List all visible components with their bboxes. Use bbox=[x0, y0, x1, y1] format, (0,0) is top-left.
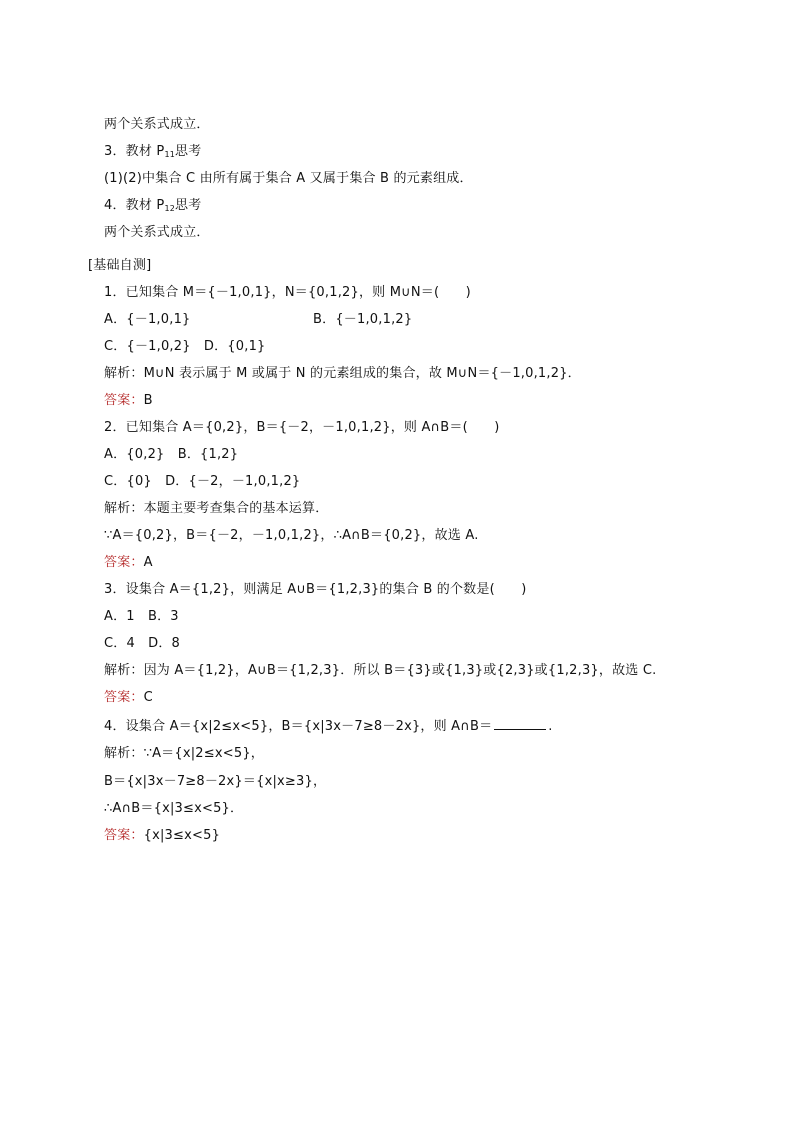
stem-text: . bbox=[548, 719, 553, 734]
text-line: 两个关系式成立． bbox=[104, 225, 210, 240]
problem-2-options-cd: C．{0} D．{－2，－1,0,1,2} bbox=[104, 474, 301, 489]
answer-label: 答案： bbox=[104, 690, 144, 705]
problem-3-analysis: 解析：因为 A＝{1,2}，A∪B＝{1,2,3}．所以 B＝{3}或{1,3}或{2,3}或{1,2,3}，故选 C. bbox=[104, 663, 657, 678]
problem-1-answer bbox=[104, 393, 153, 409]
text-line: (1)(2)中集合 C 由所有属于集合 A 又属于集合 B 的元素组成． bbox=[104, 171, 473, 186]
answer-value: A bbox=[143, 555, 153, 570]
problem-3-stem: 3．设集合 A＝{1,2}，则满足 A∪B＝{1,2,3}的集合 B 的个数是( ) bbox=[104, 582, 527, 597]
text-span: 思考 bbox=[175, 198, 202, 213]
problem-4-analysis: 解析：∵A＝{x|2≤x<5}， bbox=[104, 746, 264, 761]
problem-3-options-cd: C．4 D．8 bbox=[104, 636, 181, 651]
problem-1-options-cd: C．{－1,0,2} D．{0,1} bbox=[104, 339, 266, 354]
problem-2-analysis: 解析：本题主要考查集合的基本运算． bbox=[104, 501, 329, 516]
text-line: 两个关系式成立． bbox=[104, 117, 210, 132]
problem-4-answer bbox=[104, 828, 220, 844]
option-b: B．{－1,0,1,2} bbox=[313, 312, 413, 327]
text-span: 3．教材 P bbox=[104, 144, 165, 159]
section-title: [基础自测] bbox=[88, 258, 152, 273]
problem-4-analysis-2: B＝{x|3x－7≥8－2x}＝{x|x≥3}， bbox=[104, 774, 327, 789]
answer-value: {x|3≤x<5} bbox=[143, 828, 221, 843]
problem-2-analysis-2: ∵A＝{0,2}，B＝{－2，－1,0,1,2}，∴A∩B＝{0,2}，故选 A. bbox=[104, 528, 479, 543]
option-a: A．{－1,0,1} bbox=[104, 312, 191, 327]
page-subscript: 12 bbox=[164, 204, 176, 213]
problem-4-analysis-3: ∴A∩B＝{x|3≤x<5}． bbox=[104, 801, 244, 816]
problem-3-options-ab: A．1 B．3 bbox=[104, 609, 179, 624]
problem-3-answer bbox=[104, 690, 153, 706]
problem-2-options-ab: A．{0,2} B．{1,2} bbox=[104, 447, 239, 462]
answer-value: C bbox=[143, 690, 153, 705]
problem-1-stem: 1．已知集合 M＝{－1,0,1}，N＝{0,1,2}，则 M∪N＝( ) bbox=[104, 285, 471, 300]
stem-text: 4．设集合 A＝{x|2≤x<5}，B＝{x|3x－7≥8－2x}，则 A∩B＝ bbox=[104, 719, 493, 734]
textbook-ref-3 bbox=[104, 144, 201, 160]
problem-4-stem bbox=[104, 718, 553, 735]
page-subscript: 11 bbox=[164, 150, 176, 159]
problem-1-options-ab bbox=[104, 312, 504, 328]
problem-1-analysis: 解析：M∪N 表示属于 M 或属于 N 的元素组成的集合，故 M∪N＝{－1,0,1,2}． bbox=[104, 366, 581, 381]
answer-value: B bbox=[143, 393, 153, 408]
answer-label: 答案： bbox=[104, 828, 144, 843]
problem-2-answer bbox=[104, 555, 153, 571]
text-span: 思考 bbox=[175, 144, 202, 159]
text-span: 4．教材 P bbox=[104, 198, 165, 213]
textbook-ref-4 bbox=[104, 198, 201, 214]
answer-label: 答案： bbox=[104, 393, 144, 408]
answer-label: 答案： bbox=[104, 555, 144, 570]
problem-2-stem: 2．已知集合 A＝{0,2}，B＝{－2，－1,0,1,2}，则 A∩B＝( ) bbox=[104, 420, 500, 435]
answer-blank bbox=[494, 718, 546, 730]
